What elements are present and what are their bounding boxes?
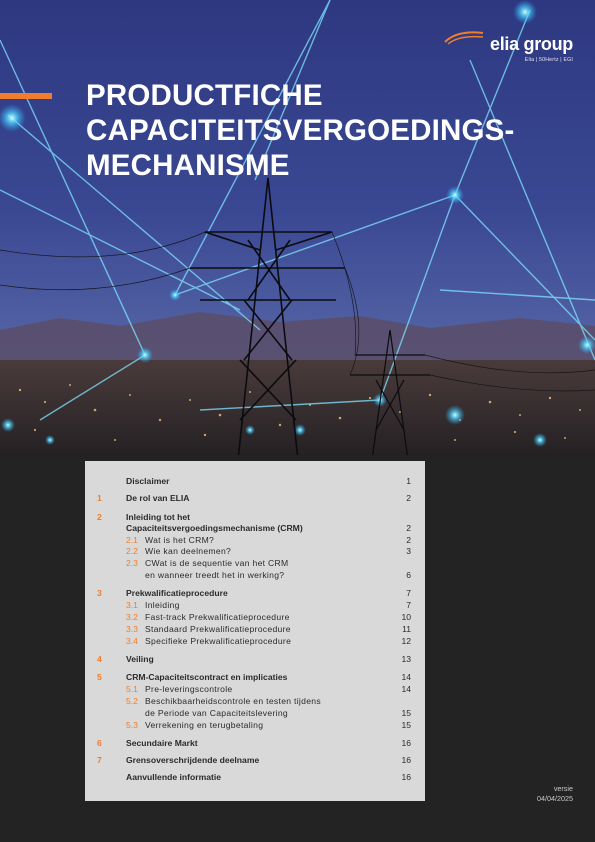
toc-number: 2.2 — [126, 546, 138, 556]
toc-label: en wanneer treedt het in werking? — [145, 570, 285, 580]
title-line: PRODUCTFICHE — [86, 79, 323, 112]
logo-swoosh-icon — [443, 30, 485, 46]
toc-label: Prekwalificatieprocedure — [126, 588, 228, 598]
toc-number: 1 — [97, 493, 102, 503]
toc-page: 15 — [401, 720, 411, 730]
toc-page: 15 — [401, 708, 411, 718]
toc-number: 5.1 — [126, 684, 138, 694]
brand-subsidiaries: Elia | 50Hertz | EGI — [524, 57, 573, 63]
title-line: CAPACITEITSVERGOEDINGS- — [86, 114, 515, 147]
toc-label: Standaard Prekwalificatieprocedure — [145, 624, 291, 634]
toc-label: Wat is het CRM? — [145, 535, 215, 545]
toc-page: 14 — [401, 684, 411, 694]
toc-page: 16 — [401, 772, 411, 782]
brand-name: elia group — [489, 34, 573, 54]
toc-number: 3.1 — [126, 600, 138, 610]
toc-number: 5.3 — [126, 720, 138, 730]
toc-number: 3.2 — [126, 612, 138, 622]
toc-label: Inleiding — [145, 600, 180, 610]
accent-bar — [0, 93, 52, 99]
toc-page: 2 — [406, 493, 411, 503]
toc-label: Pre-leveringscontrole — [145, 684, 233, 694]
toc-label: de Periode van Capaciteitslevering — [145, 708, 289, 718]
toc-page: 11 — [402, 624, 411, 634]
toc-number: 2 — [97, 512, 102, 522]
toc-page: 10 — [401, 612, 411, 622]
toc-label: Verrekening en terugbetaling — [145, 720, 264, 730]
toc-label: Fast-track Prekwalificatieprocedure — [145, 612, 290, 622]
toc-number: 4 — [97, 654, 102, 664]
toc-number: 2.3 — [126, 558, 138, 568]
toc-label: Capaciteitsvergoedingsmechanisme (CRM) — [126, 523, 303, 533]
toc-label: CWat is de sequentie van het CRM — [145, 558, 289, 568]
toc-page: 16 — [401, 755, 411, 765]
toc-page: 3 — [406, 546, 411, 556]
toc-label: Veiling — [126, 654, 154, 664]
toc-number: 3 — [97, 588, 102, 598]
toc-page: 6 — [406, 570, 411, 580]
title-line: MECHANISME — [86, 149, 290, 182]
toc-number: 3.4 — [126, 636, 138, 646]
version-label: versie — [553, 784, 573, 793]
toc-number: 5 — [97, 672, 102, 682]
toc-number: 7 — [97, 755, 102, 765]
toc-number: 2.1 — [126, 535, 138, 545]
toc-label: Beschikbaarheidscontrole en testen tijdens — [145, 696, 321, 706]
toc-label: Grensoverschrijdende deelname — [126, 755, 260, 765]
toc-label: Disclaimer — [126, 476, 170, 486]
toc-page: 7 — [406, 588, 411, 598]
toc-page: 1 — [406, 476, 411, 486]
toc-page: 12 — [401, 636, 411, 646]
toc-page: 14 — [401, 672, 411, 682]
toc-label: CRM-Capaciteitscontract en implicaties — [126, 672, 288, 682]
version-info — [537, 784, 573, 804]
toc-page: 7 — [406, 600, 411, 610]
toc-label: Secundaire Markt — [126, 738, 198, 748]
page-title — [86, 78, 556, 183]
table-of-contents — [85, 461, 425, 801]
toc-page: 2 — [406, 535, 411, 545]
toc-label: Aanvullende informatie — [126, 772, 222, 782]
toc-page: 13 — [401, 654, 411, 664]
toc-label: Wie kan deelnemen? — [145, 546, 232, 556]
toc-page: 16 — [401, 738, 411, 748]
toc-number: 3.3 — [126, 624, 138, 634]
toc-label: Inleiding tot het — [126, 512, 190, 522]
version-date: 04/04/2025 — [537, 794, 573, 803]
toc-page: 2 — [406, 523, 411, 533]
toc-label: Specifieke Prekwalificatieprocedure — [145, 636, 292, 646]
toc-number: 5.2 — [126, 696, 138, 706]
toc-label: De rol van ELIA — [126, 493, 190, 503]
toc-number: 6 — [97, 738, 102, 748]
